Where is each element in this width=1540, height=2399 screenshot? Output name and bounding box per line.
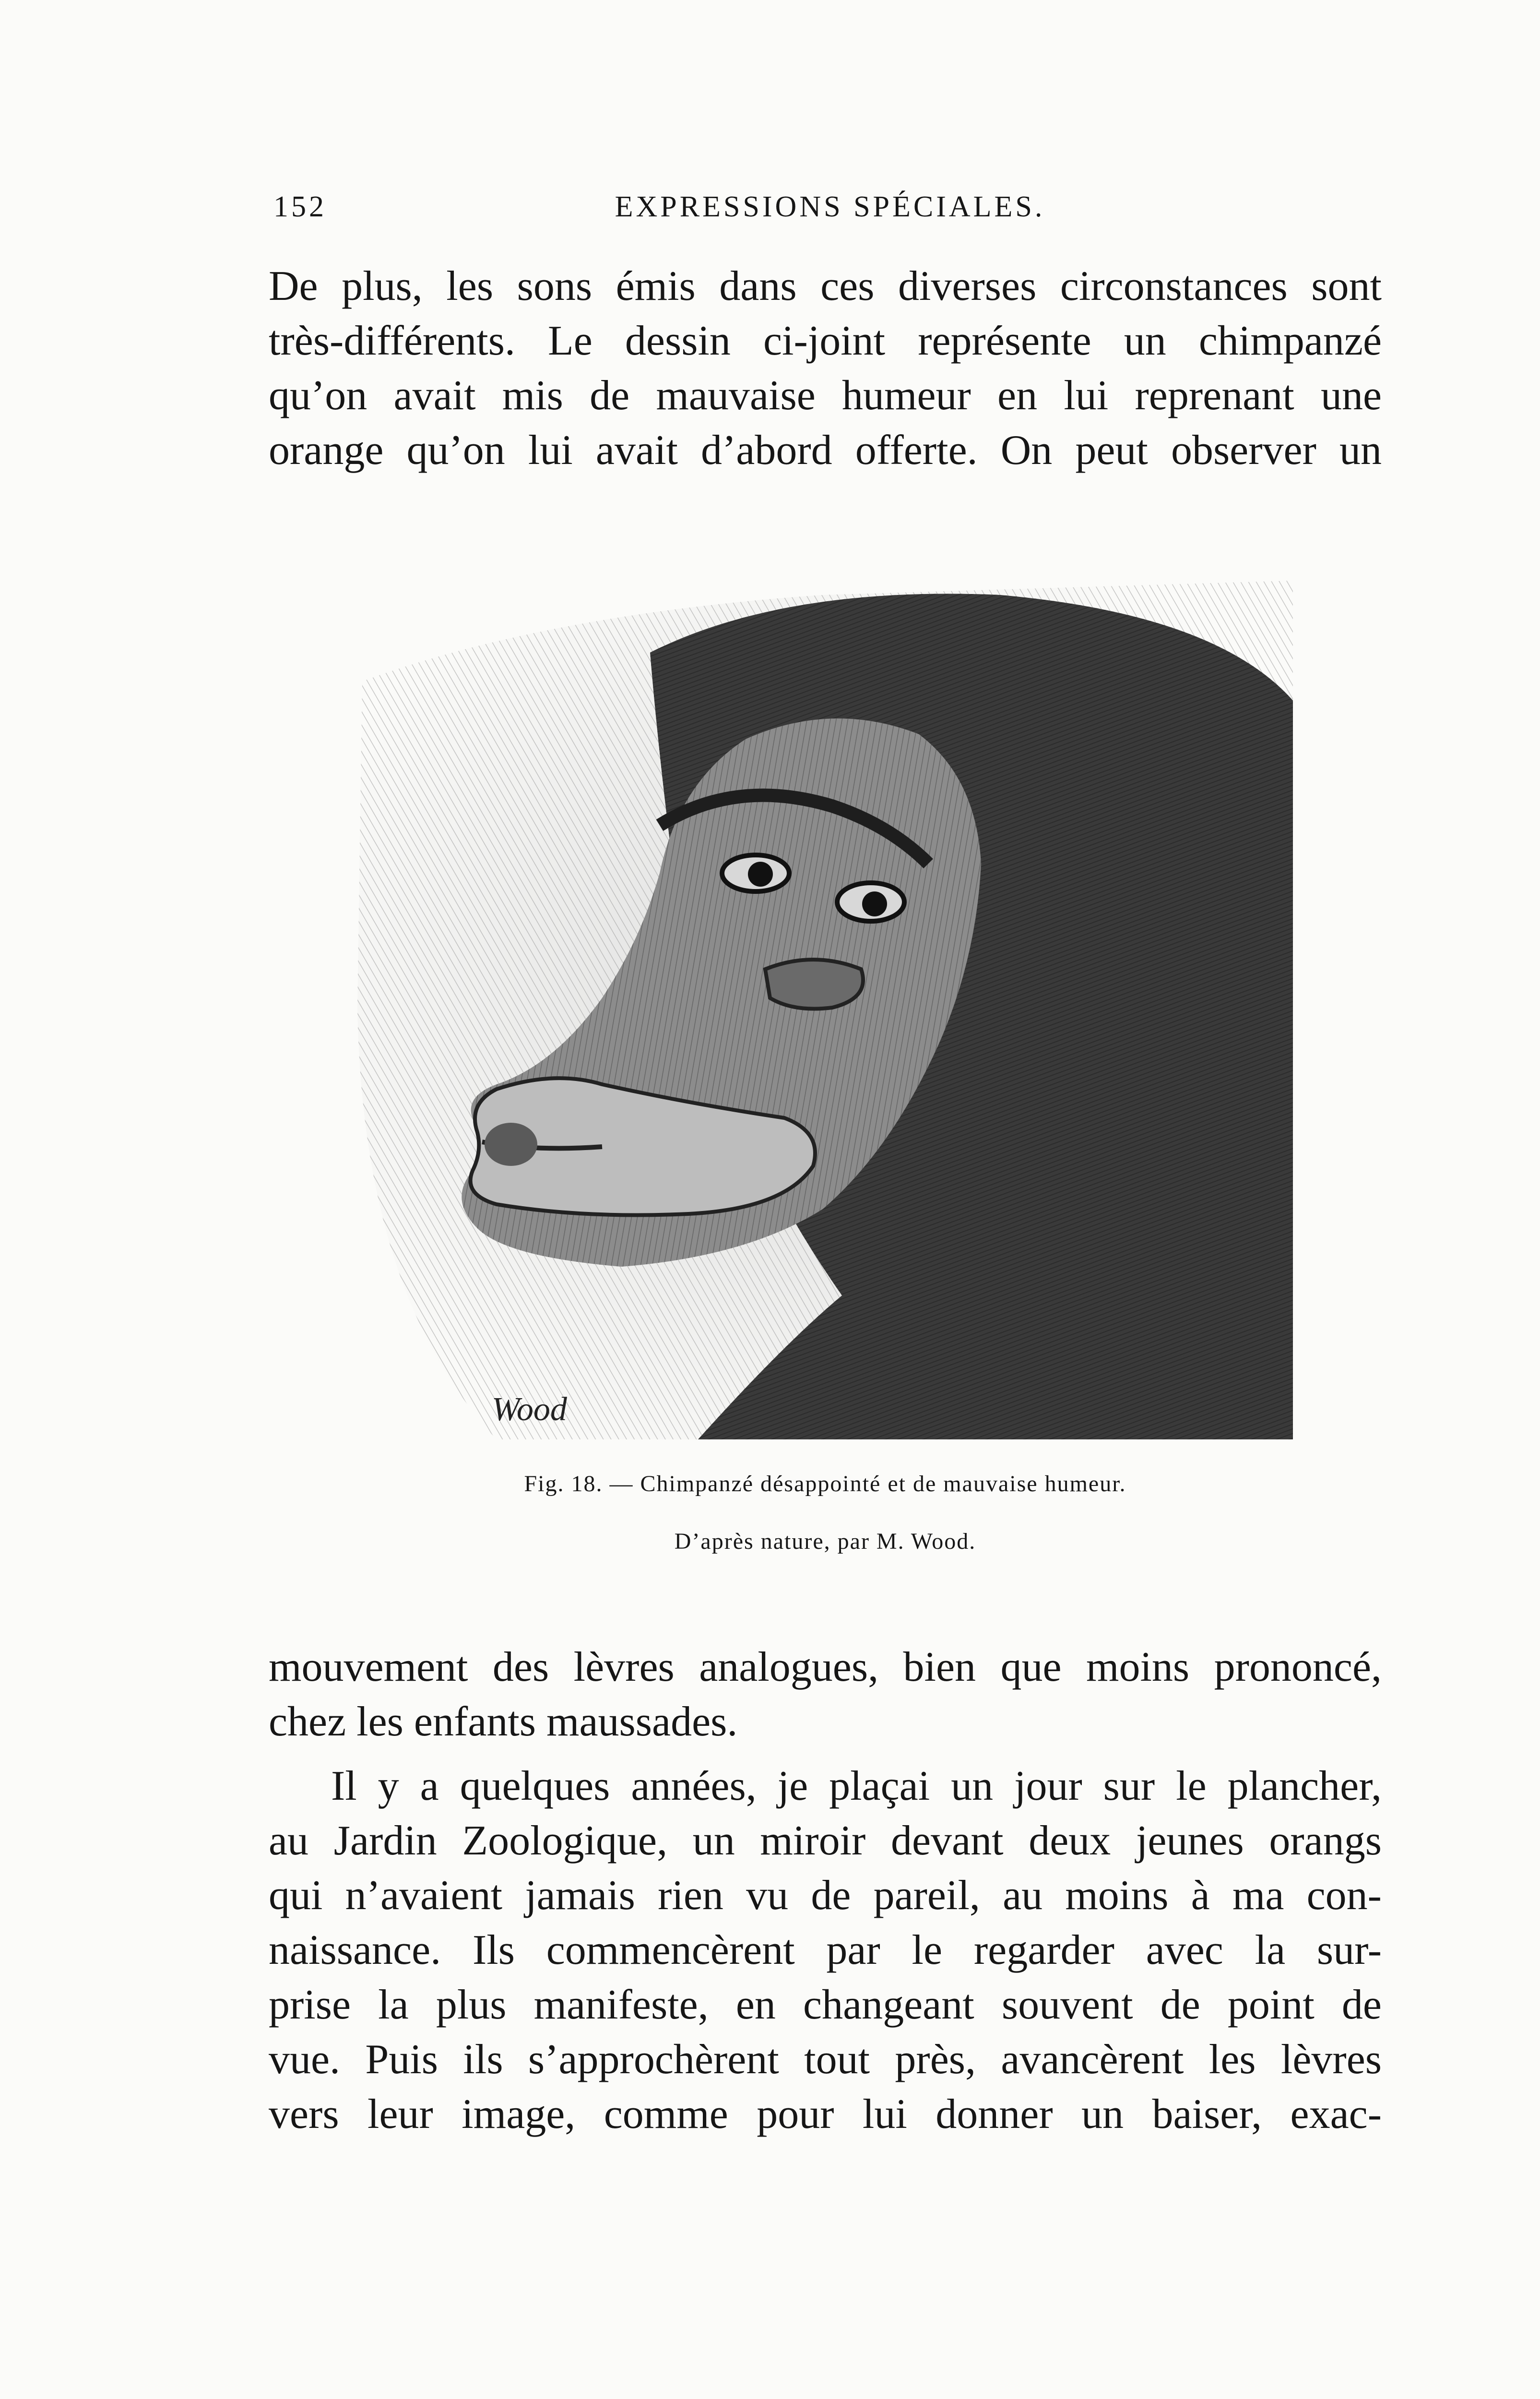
paragraph-1 [269,259,1382,478]
text-line: mouvement des lèvres analogues, bien que moins prononcé, [269,1644,1382,1690]
text-line: vue. Puis ils s’approchèrent tout près, avancèrent les lèvres [269,2036,1382,2083]
text-line: naissance. Ils commencèrent par le regarder avec la sur- [269,1927,1382,1973]
text-line: qui n’avaient jamais rien vu de pareil, au moins à ma con- [269,1872,1382,1919]
figure-credit: D’après nature, par M. Wood. [674,1529,976,1554]
page-number: 152 [273,190,327,223]
text-line: chez les enfants maussades. [269,1698,738,1745]
figure-caption: Fig. 18. — Chimpanzé désappointé et de mauvaise humeur. [524,1471,1126,1496]
text-line: très-différents. Le dessin ci-joint représente un chimpanzé [269,318,1382,364]
paragraph-3 [269,1759,1382,2142]
text-line: orange qu’on lui avait d’abord offerte. On peut observer un [269,427,1382,474]
running-head: EXPRESSIONS SPÉCIALES. [615,190,1045,223]
text-line: prise la plus manifeste, en changeant souvent de point de [269,1982,1382,2028]
text-line: De plus, les sons émis dans ces diverses circonstances sont [269,263,1382,309]
chimpanzee-engraving [353,576,1293,1449]
paragraph-2 [269,1640,1382,1749]
artist-signature: Wood [492,1391,567,1428]
text-line: vers leur image, comme pour lui donner un baiser, exac- [269,2091,1382,2138]
text-line: Il y a quelques années, je plaçai un jour sur le plancher, [331,1763,1382,1809]
page-header [273,190,1386,243]
text-line: au Jardin Zoologique, un miroir devant deux jeunes orangs [269,1817,1382,1864]
text-line: qu’on avait mis de mauvaise humeur en lui reprenant une [269,372,1382,419]
